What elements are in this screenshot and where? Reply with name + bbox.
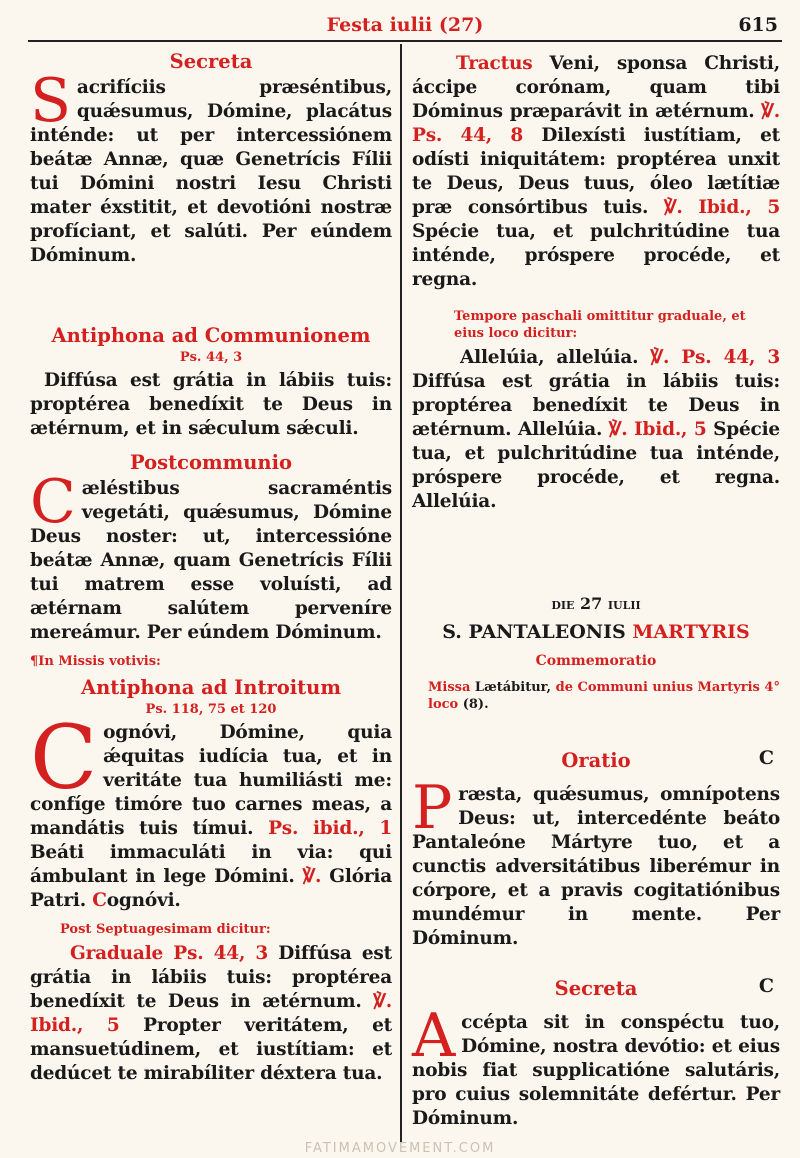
feast-title: S. PANTALEONIS MARTYRIS xyxy=(442,621,750,643)
drop-cap-p: P xyxy=(412,773,453,843)
running-title: Festa iulii (27) xyxy=(326,14,484,36)
page-number: 615 xyxy=(738,14,778,36)
drop-cap-c: C xyxy=(30,467,76,537)
secreta2-class: C xyxy=(758,975,774,997)
postcommunio-heading: Postcommunio xyxy=(129,451,293,474)
column-divider xyxy=(400,44,402,1142)
graduale-text: Graduale Ps. 44, 3 Diffúsa est grátia in lábiis tuis: proptérea benedíxit te Deus in ætérnum. ℣. Ibid., 5 Propter veritátem, et mansuetúdinem, et iustítiam: et dedúcet te mirabíliter déxtera tua. xyxy=(30,943,392,1084)
drop-cap-c-introit: C xyxy=(30,706,98,809)
secreta-heading: Secreta xyxy=(169,50,253,73)
communio-ref: Ps. 44, 3 xyxy=(179,350,243,365)
communio-heading: Antiphona ad Communionem xyxy=(51,324,371,347)
oratio-heading: Oratio xyxy=(561,749,631,772)
commemoratio: Commemoratio xyxy=(535,653,657,669)
missa-rubric: Missa Lætábitur, de Communi unius Martyris 4° loco (8). xyxy=(428,680,780,712)
communio-text: Diffúsa est grátia in lábiis tuis: proptérea benedíxit te Deus in ætérnum, et in sǽculum sǽculi. xyxy=(30,370,392,439)
secreta2-heading: Secreta xyxy=(554,977,638,1000)
secreta2-text: Accépta sit in conspéctu tuo, Dómine, nostra devótio: et eius nobis fiat supplicatióne salutáris, pro cuius solemnitáte defértur. Per Dóminum. xyxy=(412,1001,780,1129)
septuagesima-rubric: Post Septuagesimam dicitur: xyxy=(60,922,271,937)
graduale-label: Graduale Ps. 44, 3 xyxy=(70,943,269,964)
introitus-ref: Ps. 118, 75 et 120 xyxy=(145,702,277,717)
votive-rubric: ¶In Missis votivis: xyxy=(30,654,161,669)
introitus-heading: Antiphona ad Introitum xyxy=(80,676,341,699)
right-column xyxy=(412,48,780,1131)
postcommunio-text: Cæléstibus sacraméntis vegetáti, quǽsumus, Dómine Deus noster: ut, intercessióne beátæ Annæ, quam Genetrícis Fílii tui matrem esse voluísti, ad ætérnam salútem perveníre mereámur. Per eúndem Dóminum. xyxy=(30,467,392,643)
watermark: FATIMAMOVEMENT.COM xyxy=(304,1141,496,1156)
drop-cap-s: S xyxy=(30,66,71,136)
secreta-text: Sacrifíciis præséntibus, quǽsumus, Dómine, placátus inténde: ut per intercessiónem beátæ Annæ, quæ Genetrícis Fílii tui Dómini nostri Iesu Christi mater éxstitit, et devotióni nostræ profíciant, et salúti. Per eúndem Dóminum. xyxy=(30,66,392,266)
page-header xyxy=(28,8,782,42)
left-column xyxy=(30,48,392,1086)
paschal-rubric: Tempore paschali omittitur graduale, et eius loco dicitur: xyxy=(454,309,746,341)
oratio-heading-row xyxy=(412,747,780,775)
versicle-mark: ℣. xyxy=(302,866,322,887)
graduale-versicle: ℣. Ibid., 5 xyxy=(30,991,392,1036)
psalm-ref: Ps. ibid., 1 xyxy=(268,818,392,839)
oratio-text: Præsta, quǽsumus, omnípotens Deus: ut, intercedénte beáto Pantaleóne Mártyre tuo, et a cunctis adversitátibus liberémur in córpore, et a pravis cogitatiónibus mundémur in mente. Per Dóminum. xyxy=(412,773,780,949)
oratio-class: C xyxy=(758,747,774,769)
drop-cap-a: A xyxy=(412,1001,456,1071)
introitus-text: Cognóvi, Dómine, quia ǽquitas iudícia tua, et in veritáte tua humiliásti me: confíge timóre tuo carnes meas, a mandátis tuis tímui. Ps. ibid., 1 Beáti immaculáti in via: qui ámbulant in lege Dómini. ℣. Glória Patri. Cognóvi. xyxy=(30,706,392,911)
tractus-text: Tractus Veni, sponsa Christi, áccipe corónam, quam tibi Dóminus præparávit in ætérnum. ℣. Ps. 44, 8 Dilexísti iustítiam, et odísti iniquitátem: proptérea unxit te Deus, Deus tuus, óleo lætítiæ præ consórtibus tuis. ℣. Ibid., 5 Spécie tua, et pulchritúdine tua inténde, próspere procéde, et regna. xyxy=(412,53,781,290)
feast-date: die 27 iulii xyxy=(551,594,641,613)
alleluia-text: Allelúia, allelúia. ℣. Ps. 44, 3 Diffúsa est grátia in lábiis tuis: proptérea benedíxit te Deus in ætérnum. Allelúia. ℣. Ibid., 5 Spécie tua, et pulchritúdine tua inténde, próspere procéde, et regna. Allelúia. xyxy=(412,347,780,512)
tractus-label: Tractus xyxy=(456,53,533,74)
secreta2-heading-row xyxy=(412,975,780,1003)
